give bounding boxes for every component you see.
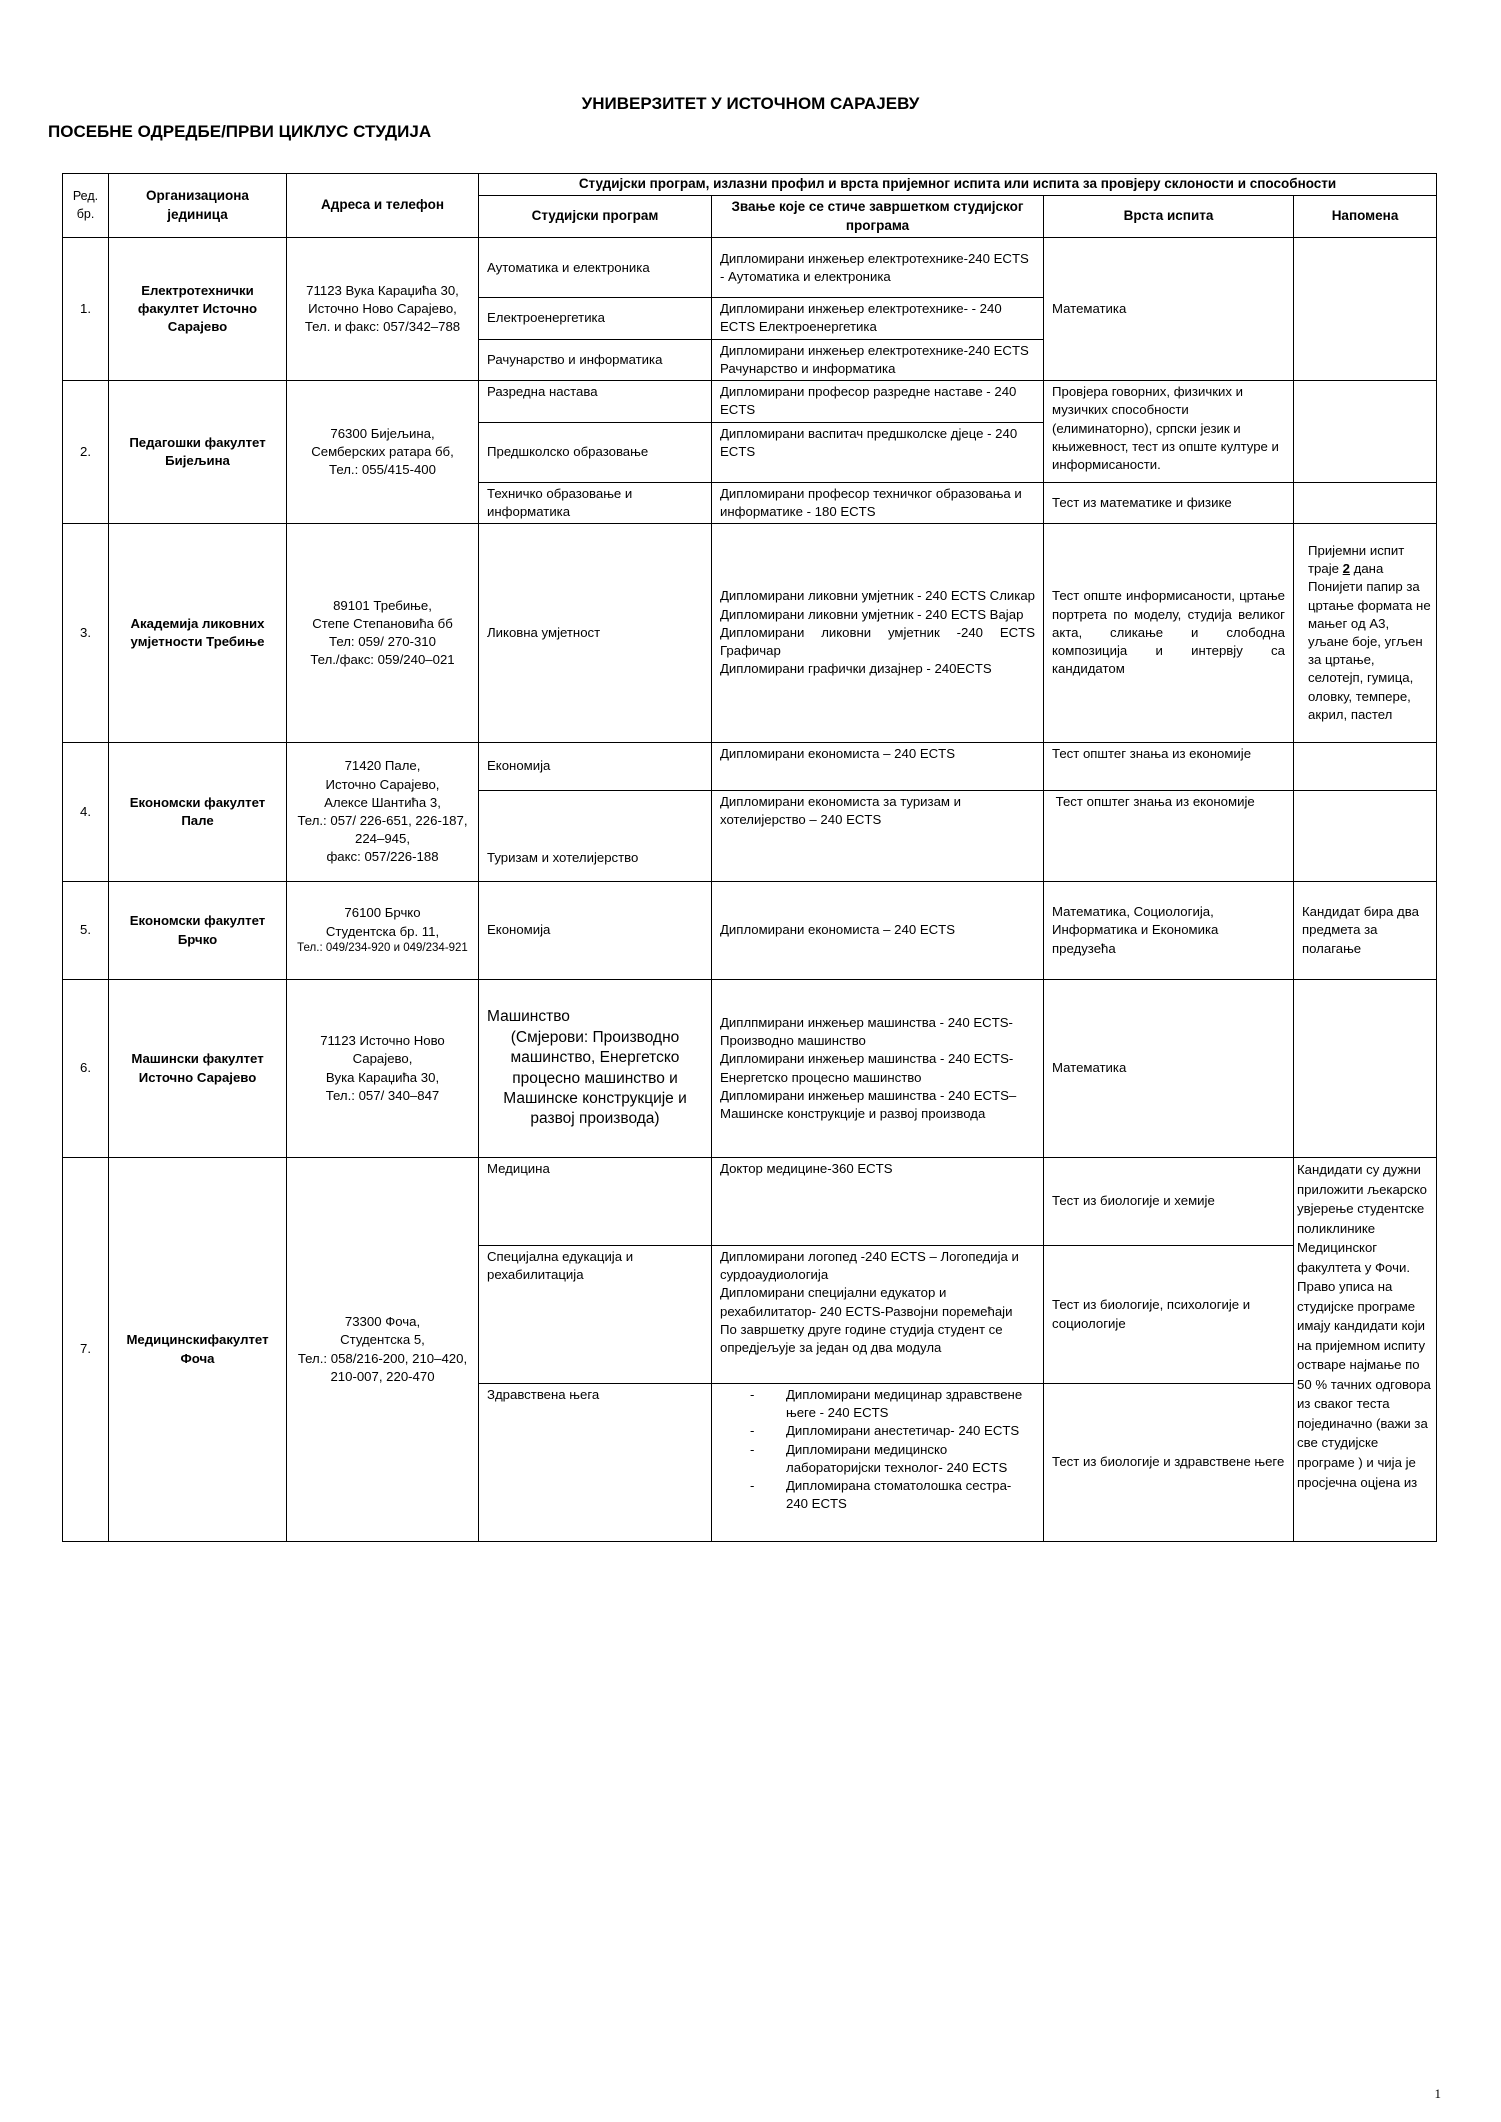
note-text: дана Понијети папир за цртање формата не мањег од А3, уљане боје, угљен за цртање, селотејп, гумица, оловку, темпере, акрил, пастел [1308, 561, 1431, 722]
degree-title: Дипломирани економиста – 240 ECTS [712, 882, 1044, 980]
address [287, 882, 479, 980]
degree-title: Дипломирани логопед -240 ECTS – Логопедија и сурдоаудиологија Дипломирани специјални едукатор и рехабилитатор- 240 ECTS-Развојни поремећаји По завршетку друге године студија студент се опредјељује за један од два модула [712, 1246, 1044, 1384]
header-row [63, 174, 1437, 196]
org-unit: Педагошки факултет Бијељина [109, 381, 287, 524]
org-unit: Медицинскифакултет Фоча [109, 1158, 287, 1542]
address: 71420 Пале, Источно Сарајево, Алексе Шантића 3, Тел.: 057/ 226-651, 226-187, 224–945, факс: 057/226-188 [287, 743, 479, 882]
study-program: Економија [479, 882, 712, 980]
list-item: - Дипломирана стоматолошка сестра- 240 ECTS [720, 1477, 1035, 1513]
address: 76300 Бијељина, Семберских ратара бб, Тел.: 055/415-400 [287, 381, 479, 524]
page-subtitle: ПОСЕБНЕ ОДРЕДБЕ/ПРВИ ЦИКЛУС СТУДИЈА [48, 122, 432, 141]
degree-title: Диплпмирани инжењер машинства - 240 ECTS- Производно машинство Дипломирани инжењер машинства - 240 ECTS- Енергетско процесно машинство Дипломирани инжењер машинства - 240 ECTS– Машинске конструкције и развој производа [712, 980, 1044, 1158]
exam-type: Провјера говорних, физичких и музичких способности (елиминаторно), српски језик и књижевност, тест из опште културе и информисаности. [1044, 381, 1294, 482]
exam-type: Тест опште информисаности, цртање портрета по моделу, студија великог акта, сликање и слободна композиција и интервју са кандидатом [1044, 524, 1294, 743]
org-unit: Академија ликовних умјетности Требиње [109, 524, 287, 743]
study-program: Техничко образовање и информатика [479, 482, 712, 523]
degree-title: Дипломирани економиста за туризам и хотелијерство – 240 ECTS [712, 791, 1044, 882]
study-program: Разредна настава [479, 381, 712, 422]
note [1294, 743, 1437, 791]
note [1294, 482, 1437, 523]
study-program: Електроенергетика [479, 298, 712, 339]
degree-title: Дипломирани васпитач предшколске дјеце - 240 ECTS [712, 422, 1044, 482]
table-row [63, 743, 1437, 791]
list-item: - Дипломирани медицинар здравствене његе - 240 ECTS [720, 1386, 1035, 1422]
study-program: Ликовна умјетност [479, 524, 712, 743]
org-unit: Машински факултет Источно Сарајево [109, 980, 287, 1158]
program-name: Машинство [487, 1008, 570, 1026]
row-number: 5. [63, 882, 109, 980]
table-row [63, 882, 1437, 980]
degree-title-list [720, 1386, 1035, 1514]
study-program: Предшколско образовање [479, 422, 712, 482]
study-program: Рачунарство и информатика [479, 339, 712, 380]
col-header-note: Напомена [1294, 196, 1437, 238]
org-unit: Економски факултет Брчко [109, 882, 287, 980]
note [1294, 524, 1437, 743]
degree-title: Дипломирани инжењер електротехнике-240 ECTS - Аутоматика и електроника [712, 238, 1044, 298]
row-number: 4. [63, 743, 109, 882]
address: 71123 Источно Ново Сарајево, Вука Караџића 30, Тел.: 057/ 340–847 [287, 980, 479, 1158]
note: Кандидати су дужни приложити љекарско увјерење студентске поликлинике Медицинског факултета у Фочи. Право уписа на студијске програме имају кандидати који на пријемном испиту остваре најмање по 50 % тачних одговора из сваког теста појединачно (важи за све студијске програме ) и чија је просјечна оцјена из [1294, 1158, 1437, 1542]
exam-type: Тест из биологије, психологије и социологије [1044, 1246, 1294, 1384]
col-header-org: Организациона јединица [109, 174, 287, 238]
row-number: 2. [63, 381, 109, 524]
note [1294, 791, 1437, 882]
table-row [63, 524, 1437, 743]
col-header-program: Студијски програм [479, 196, 712, 238]
exam-type: Математика [1044, 980, 1294, 1158]
address: 89101 Требиње, Степе Степановића бб Тел: 059/ 270-310 Тел./факс: 059/240–021 [287, 524, 479, 743]
page-number: 1 [1434, 2086, 1441, 2101]
study-program: Аутоматика и електроника [479, 238, 712, 298]
table-row [63, 381, 1437, 422]
degree-title: Дипломирани професор разредне наставе - 240 ECTS [712, 381, 1044, 422]
exam-type: Тест општег знања из економије [1044, 791, 1294, 882]
degree-title: Дипломирани инжењер електротехнике- - 240 ECTS Електроенергетика [712, 298, 1044, 339]
table-row [63, 980, 1437, 1158]
list-item: - Дипломирани анестетичар- 240 ECTS [720, 1422, 1035, 1440]
exam-days: 2 [1342, 561, 1350, 577]
org-unit: Економски факултет Пале [109, 743, 287, 882]
degree-title: Дипломирани ликовни умјетник - 240 ECTS Сликар Дипломирани ликовни умјетник - 240 ECTS Вајар Дипломирани ликовни умјетник -240 ECTS Графичар Дипломирани графички дизајнер - 240ECTS [712, 524, 1044, 743]
study-program [479, 980, 712, 1158]
row-number: 1. [63, 238, 109, 381]
admissions-table [62, 173, 1437, 1542]
exam-type: Тест из биологије и здравствене његе [1044, 1384, 1294, 1542]
degree-title: Дипломирани инжењер електротехнике-240 ECTS Рачунарство и информатика [712, 339, 1044, 380]
note: Кандидат бира два предмета за полагање [1294, 882, 1437, 980]
degree-title [712, 1384, 1044, 1542]
degree-title: Доктор медицине-360 ECTS [712, 1158, 1044, 1246]
program-tracks: (Смјерови: Производно машинство, Енергетско процесно машинство и Машинске конструкције и развој производа) [503, 1028, 687, 1128]
list-item: - Дипломирани медицинско лабораторијски технолог- 240 ECTS [720, 1441, 1035, 1477]
degree-title: Дипломирани економиста – 240 ECTS [712, 743, 1044, 791]
note [1294, 980, 1437, 1158]
row-number: 3. [63, 524, 109, 743]
degree-title: Дипломирани професор техничког образовања и информатике - 180 ECTS [712, 482, 1044, 523]
exam-type: Тест општег знања из економије [1044, 743, 1294, 791]
exam-type: Тест из биологије и хемије [1044, 1158, 1294, 1246]
exam-type: Тест из математике и физике [1044, 482, 1294, 523]
study-program: Специјална едукација и рехабилитација [479, 1246, 712, 1384]
address: 71123 Вука Караџића 30, Источно Ново Сарајево, Тел. и факс: 057/342–788 [287, 238, 479, 381]
col-header-group: Студијски програм, излазни профил и врста пријемног испита или испита за провјеру склоности и способности [479, 174, 1437, 196]
row-number: 6. [63, 980, 109, 1158]
study-program: Здравствена њега [479, 1384, 712, 1542]
exam-type: Математика [1044, 238, 1294, 381]
address: 73300 Фоча, Студентска 5, Тел.: 058/216-200, 210–420, 210-007, 220-470 [287, 1158, 479, 1542]
study-program: Туризам и хотелијерство [479, 791, 712, 882]
col-header-no: Ред. бр. [63, 174, 109, 238]
note [1294, 238, 1437, 381]
address-main: 76100 Брчко Студентска бр. 11, [325, 905, 440, 939]
table-row [63, 1158, 1437, 1246]
address-phone: Тел.: 049/234-920 и 049/234-921 [297, 941, 468, 954]
col-header-title: Звање које се стиче завршетком студијског програма [712, 196, 1044, 238]
col-header-exam: Врста испита [1044, 196, 1294, 238]
col-header-address: Адреса и телефон [287, 174, 479, 238]
note [1294, 381, 1437, 482]
study-program: Економија [479, 743, 712, 791]
university-title: УНИВЕРЗИТЕТ У ИСТОЧНОМ САРАЈЕВУ [581, 94, 920, 113]
note-text: Пријемни испит траје [1308, 542, 1405, 577]
row-number: 7. [63, 1158, 109, 1542]
org-unit: Електротехнички факултет Источно Сарајево [109, 238, 287, 381]
study-program: Медицина [479, 1158, 712, 1246]
table-row [63, 238, 1437, 298]
exam-type: Математика, Социологија, Информатика и Економика предузећа [1044, 882, 1294, 980]
